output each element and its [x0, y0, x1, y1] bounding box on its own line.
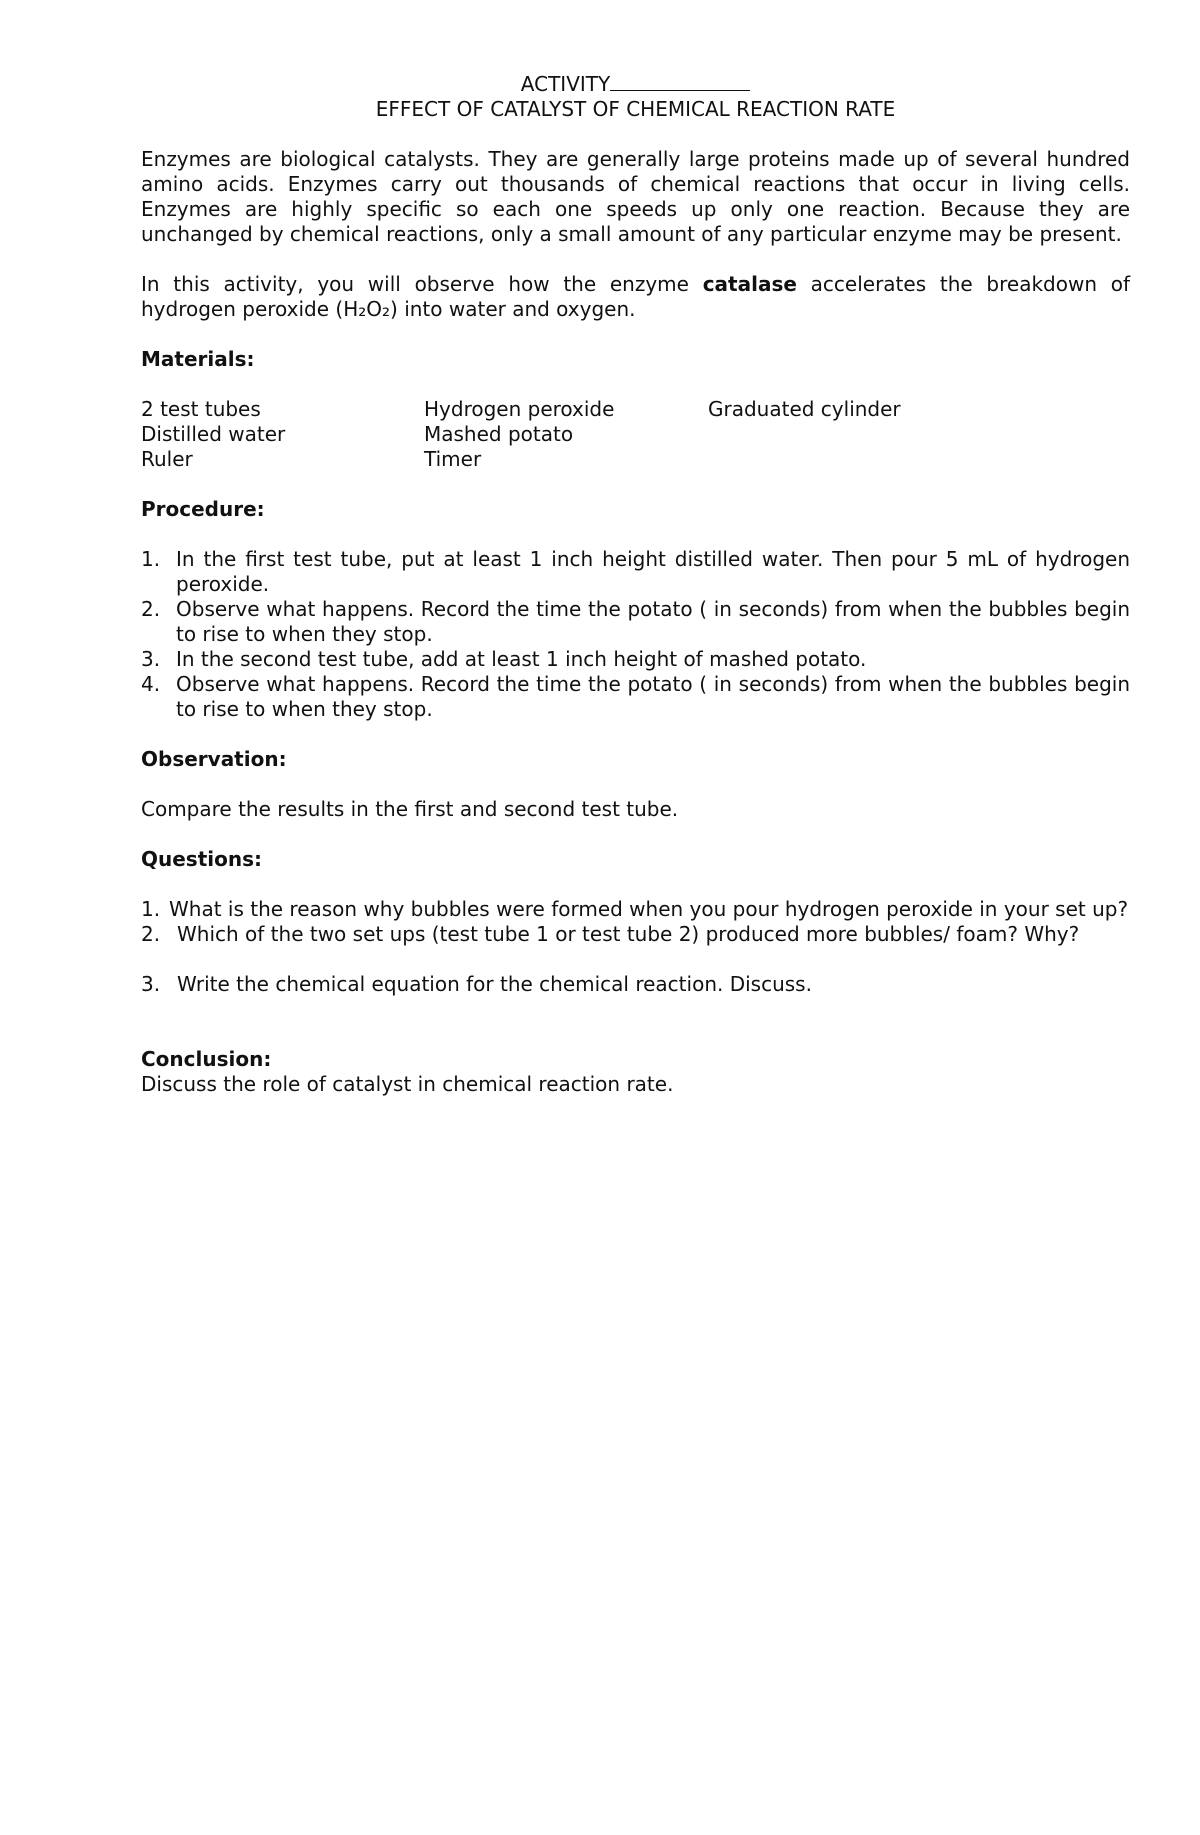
observation-text: Compare the results in the first and second test tube. [141, 797, 679, 821]
procedure-step [141, 672, 1130, 722]
question-item [141, 972, 1130, 997]
activity-number-blank [610, 72, 750, 91]
question-text: What is the reason why bubbles were formed when you pour hydrogen peroxide in your set up? [169, 897, 1129, 921]
material-item: Distilled water [141, 422, 286, 446]
step-number: 4. [141, 672, 161, 696]
material-item: Hydrogen peroxide [424, 397, 615, 421]
step-number: 1. [141, 547, 161, 571]
material-item: Graduated cylinder [708, 397, 901, 421]
catalase-term: catalase [702, 272, 797, 296]
procedure-heading: Procedure: [141, 497, 265, 521]
procedure-step [141, 597, 1130, 647]
activity-label: ACTIVITY [520, 72, 611, 96]
step-text: Observe what happens. Record the time the potato ( in seconds) from when the bubbles begin to rise to when they stop. [176, 672, 1130, 721]
procedure-list [141, 547, 1130, 722]
procedure-step [141, 547, 1130, 597]
question-item [141, 897, 1130, 922]
intro-paragraph-1: Enzymes are biological catalysts. They are generally large proteins made up of several hundred amino acids. Enzymes carry out thousands of chemical reactions that occur in living cells. Enzymes are highly specific so each one speeds up only one reaction. Because they are unchanged by chemical reactions, only a small amount of any particular enzyme may be present. [141, 147, 1130, 246]
step-text: Observe what happens. Record the time the potato ( in seconds) from when the bubbles begin to rise to when they stop. [176, 597, 1130, 646]
document-title: EFFECT OF CATALYST OF CHEMICAL REACTION RATE [375, 97, 896, 121]
question-text: Which of the two set ups (test tube 1 or test tube 2) produced more bubbles/ foam? Why? [177, 922, 1080, 946]
conclusion-heading: Conclusion: [141, 1047, 272, 1071]
document-page [141, 72, 1130, 1097]
material-item: Timer [424, 447, 482, 471]
questions-list [141, 897, 1130, 997]
intro-paragraph-2 [141, 272, 1130, 322]
questions-heading: Questions: [141, 847, 263, 871]
materials-heading: Materials: [141, 347, 255, 371]
step-number: 2. [141, 597, 161, 621]
step-text: In the first test tube, put at least 1 inch height distilled water. Then pour 5 mL of hydrogen peroxide. [176, 547, 1130, 596]
material-item: Mashed potato [424, 422, 574, 446]
material-item: Ruler [141, 447, 193, 471]
intro-paragraph-2-part2: accelerates the breakdown of hydrogen peroxide (H₂O₂) into water and oxygen. [141, 272, 1130, 321]
material-item [708, 422, 1008, 447]
question-text: Write the chemical equation for the chemical reaction. Discuss. [177, 972, 812, 996]
question-number: 1. [141, 897, 161, 921]
material-item: 2 test tubes [141, 397, 261, 421]
material-item [708, 447, 1008, 472]
activity-line [141, 72, 1130, 97]
document-header [141, 72, 1130, 122]
step-number: 3. [141, 647, 161, 671]
materials-list [141, 397, 1130, 472]
question-item [141, 922, 1130, 947]
conclusion-text: Discuss the role of catalyst in chemical reaction rate. [141, 1072, 674, 1096]
question-number: 2. [141, 922, 161, 946]
intro-paragraph-2-part1: In this activity, you will observe how the enzyme [141, 272, 703, 296]
step-text: In the second test tube, add at least 1 inch height of mashed potato. [176, 647, 867, 671]
question-number: 3. [141, 972, 161, 996]
observation-heading: Observation: [141, 747, 287, 771]
procedure-step [141, 647, 1130, 672]
